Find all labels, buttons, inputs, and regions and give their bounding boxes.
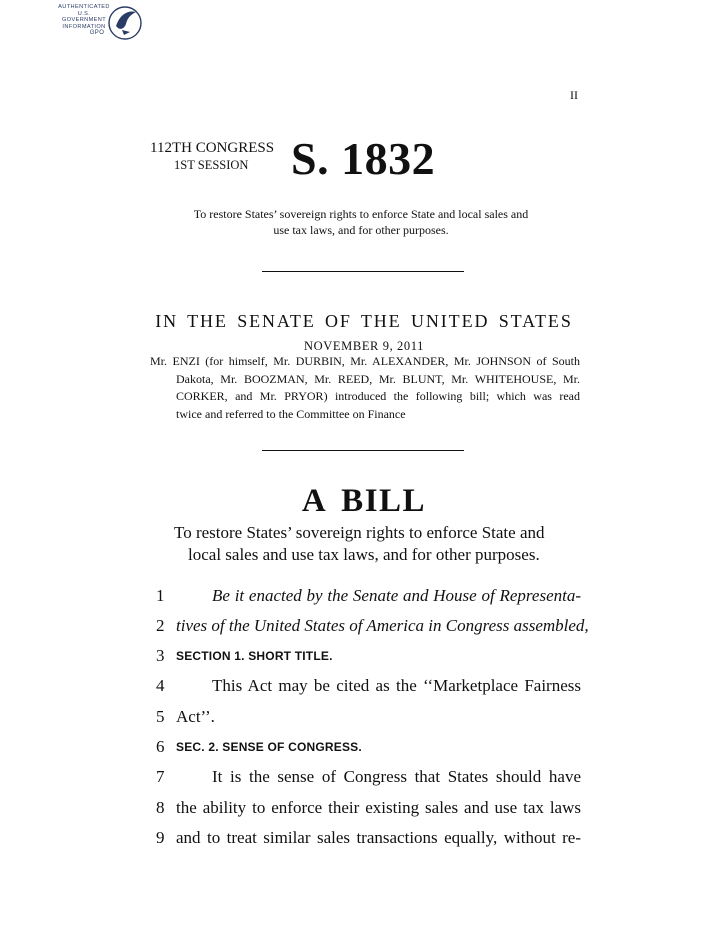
bill-text: This Act may be cited as the ‘‘Marketplace Fairness [212,676,581,695]
bill-text: Act’’. [176,707,215,726]
enacting-clause: Be it enacted by the Senate and House of Representa- [212,586,581,605]
bill-text: the ability to enforce their existing sales and use tax laws [176,798,581,817]
long-title-line: local sales and use tax laws, and for other purposes. [188,545,540,564]
sponsors-paragraph [150,353,580,423]
congress-number: 112TH CONGRESS [150,140,275,156]
line-number: 9 [156,828,165,847]
long-title [174,522,578,566]
divider-rule [262,271,464,272]
seal-text-authenticated: AUTHENTICATED [58,4,110,10]
sponsors-line: Dakota, Mr. BOOZMAN, Mr. REED, Mr. BLUNT, Mr. WHITEHOUSE, Mr. [176,371,580,386]
section-heading: SEC. 2. SENSE OF CONGRESS. [176,740,362,754]
bill-line [0,826,728,850]
line-number: 6 [156,737,165,756]
seal-text-government: U.S. GOVERNMENT [61,10,107,23]
sponsors-line: CORKER, and Mr. PRYOR) introduced the following bill; which was read [176,389,580,403]
introduction-date: NOVEMBER 9, 2011 [304,339,424,353]
short-title-line: To restore States’ sovereign rights to enforce State and local sales and [193,207,529,221]
bill-text: It is the sense of Congress that States should have [212,767,581,786]
chamber-heading: IN THE SENATE OF THE UNITED STATES [155,311,573,331]
bill-line [0,705,728,729]
bill-line [0,735,728,759]
long-title-line: To restore States’ sovereign rights to enforce State and [174,523,545,542]
gpo-seal [58,4,142,42]
seal-text-gpo: GPO [89,30,105,36]
bill-line [0,644,728,668]
section-heading: SECTION 1. SHORT TITLE. [176,649,333,663]
bill-line [0,796,728,820]
eagle-icon [108,4,142,42]
document-type: A BILL [301,483,427,519]
bill-line [0,765,728,789]
sponsors-line: Mr. ENZI (for himself, Mr. DURBIN, Mr. ALEXANDER, Mr. JOHNSON of South [150,354,580,368]
seal-text-information: INFORMATION [62,23,106,30]
enacting-clause: tives of the United States of America in Congress assembled, [176,616,589,635]
line-number: 4 [156,676,165,695]
bill-number: S. 1832 [291,133,436,184]
line-number: 7 [156,767,165,786]
short-title [160,206,562,238]
bill-line [0,674,728,698]
short-title-line: use tax laws, and for other purposes. [273,223,449,237]
line-number: 1 [156,586,165,605]
line-number: 5 [156,707,165,726]
divider-rule [262,450,464,451]
line-number: 8 [156,798,165,817]
bill-line [0,614,728,638]
page-code: II [570,88,578,102]
line-number: 3 [156,646,165,665]
bill-line [0,584,728,608]
sponsors-line: twice and referred to the Committee on Finance [176,406,406,421]
line-number: 2 [156,616,165,635]
session-number: 1ST SESSION [174,158,249,172]
bill-text: and to treat similar sales transactions equally, without re- [176,828,581,847]
